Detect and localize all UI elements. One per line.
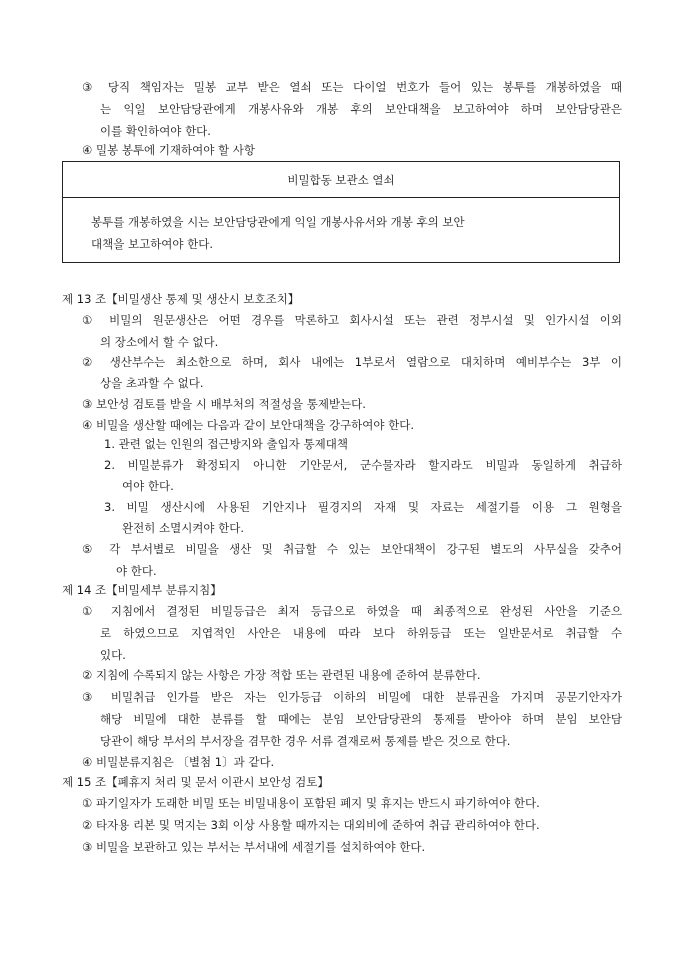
envelope-box <box>62 161 620 263</box>
box-text-line1: 봉투를 개봉하였을 시는 보안담당관에게 익일 개봉사유서와 개봉 후의 보안 <box>91 215 465 229</box>
art14-p1-line2: 로 하였으므로 지엽적인 사안은 내용에 따라 보다 하위등급 또는 일반문서로 취급할 수 <box>100 626 622 640</box>
art13-sub2-line1: 2. 비밀분류가 확정되지 아니한 기안문서, 군수물자라 할지라도 비밀과 동일하게 취급하 <box>104 458 622 472</box>
art13-sub2-line2: 여야 한다. <box>122 479 174 493</box>
box-text-line2: 대책을 보고하여야 한다. <box>91 237 214 251</box>
article-13-heading: 제 13 조【비밀생산 통제 및 생산시 보호조치】 <box>62 292 300 306</box>
art14-p3-line1: ③ 비밀취급 인가를 받은 자는 인가등급 이하의 비밀에 대한 분류권을 가지며 공문기안자가 <box>82 690 622 704</box>
art15-p2: ② 타자용 리본 및 먹지는 3회 이상 사용할 때까지는 대외비에 준하여 취급 관리하여야 한다. <box>82 818 540 832</box>
item4-line: ④ 밀봉 봉투에 기재하여야 할 사항 <box>82 143 256 157</box>
art13-p5-line1: ⑤ 각 부서별로 비밀을 생산 및 취급할 수 있는 보안대책이 강구된 별도의 사무실을 갖추어 <box>82 542 622 556</box>
art13-p3: ③ 보안성 검토를 받을 시 배부처의 적절성을 통제받는다. <box>82 397 366 411</box>
art13-p5-line2: 야 한다. <box>116 564 157 578</box>
art15-p3: ③ 비밀을 보관하고 있는 부서는 부서내에 세절기를 설치하여야 한다. <box>82 840 426 854</box>
art14-p4: ④ 비밀분류지침은 〔별첨 1〕과 같다. <box>82 755 275 769</box>
art13-p1-line2: 의 장소에서 할 수 없다. <box>100 335 219 349</box>
art13-p4: ④ 비밀을 생산할 때에는 다음과 같이 보안대책을 강구하여야 한다. <box>82 418 415 432</box>
art13-sub3-line1: 3. 비밀 생산시에 사용된 기안지나 필경지의 자재 및 자료는 세절기를 이용 그 원형을 <box>104 500 622 514</box>
item3-line1: ③ 당직 책임자는 밀봉 교부 받은 열쇠 또는 다이얼 번호가 들어 있는 봉투를 개봉하였을 때 <box>82 80 622 94</box>
art14-p3-line2: 해당 비밀에 대한 분류를 할 때에는 분임 보안담당관의 통제를 받아야 하며 분임 보안담 <box>100 712 622 726</box>
box-title: 비밀합동 보관소 열쇠 <box>287 173 395 187</box>
art13-sub3-line2: 완전히 소멸시켜야 한다. <box>122 521 245 535</box>
item3-line3: 이를 확인하여야 한다. <box>100 124 211 138</box>
art13-sub1: 1. 관련 없는 인원의 접근방지와 출입자 통제대책 <box>104 437 348 451</box>
art13-p2-line2: 상을 초과할 수 없다. <box>100 376 204 390</box>
article-15-heading: 제 15 조【폐휴지 처리 및 문서 이관시 보안성 검토】 <box>62 775 329 789</box>
art14-p2: ② 지침에 수록되지 않는 사항은 가장 적합 또는 관련된 내용에 준하여 분류한다. <box>82 668 481 682</box>
art14-p1-line3: 있다. <box>100 648 126 662</box>
box-divider <box>63 197 619 198</box>
art14-p1-line1: ① 지침에서 결정된 비밀등급은 최저 등급으로 하였을 때 최종적으로 완성된 사안을 기준으 <box>82 604 622 618</box>
art13-p1-line1: ① 비밀의 원문생산은 어떤 경우를 막론하고 회사시설 또는 관련 정부시설 및 인가시설 이외 <box>82 313 622 327</box>
article-14-heading: 제 14 조【비밀세부 분류지침】 <box>62 583 222 597</box>
art13-p2-line1: ② 생산부수는 최소한으로 하며, 회사 내에는 1부로서 열람으로 대치하며 예비부수는 3부 이 <box>82 355 622 369</box>
art15-p1: ① 파기일자가 도래한 비밀 또는 비밀내용이 포함된 폐지 및 휴지는 반드시 파기하여야 한다. <box>82 796 540 810</box>
item3-line2: 는 익일 보안담당관에게 개봉사유와 개봉 후의 보안대책을 보고하여야 하며 보안담당관은 <box>100 102 622 116</box>
art14-p3-line3: 당관이 해당 부서의 부서장을 겸무한 경우 서류 결재로써 통제를 받은 것으로 한다. <box>100 734 511 748</box>
